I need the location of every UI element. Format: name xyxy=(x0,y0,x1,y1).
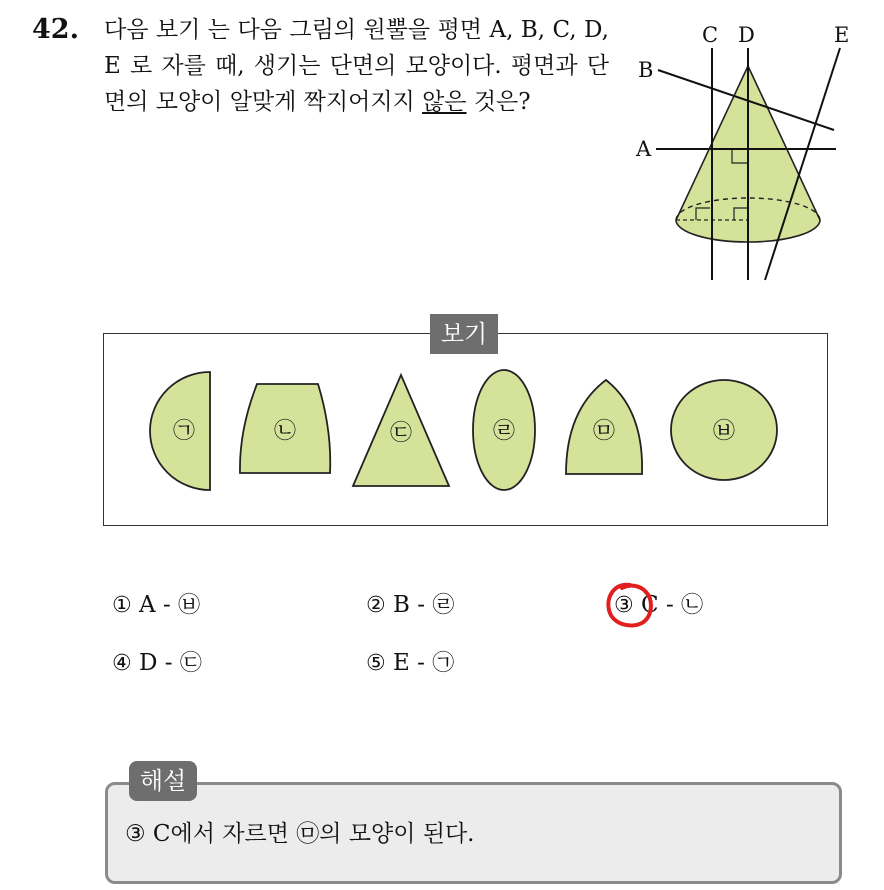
choice-4-mark: ㉢ xyxy=(179,651,202,676)
shape-mark-2: ㉡ xyxy=(273,419,297,444)
choice-4-sep: - xyxy=(157,650,180,676)
cone-figure xyxy=(628,18,868,283)
choice-3-number: ③ xyxy=(614,593,634,618)
choice-5-mark: ㉠ xyxy=(432,651,455,676)
bogi-shapes xyxy=(104,350,824,510)
choice-1-sep: - xyxy=(155,592,179,618)
question-text-part1: 다음 보기 는 다음 그림의 원뿔을 평면 A, B, C, D, E 로 자를 때, 생기는 단면의 모양이다. 평면과 단면의 모양이 알맞게 짝지어지지 xyxy=(104,17,609,115)
choice-2-number: ② xyxy=(366,593,386,618)
choice-2[interactable] xyxy=(366,590,454,621)
plane-label-c: C xyxy=(702,23,719,47)
solution-number: ③ xyxy=(125,821,146,847)
plane-label-e: E xyxy=(834,23,850,47)
shape-mark-1: ㉠ xyxy=(172,419,196,444)
solution-text xyxy=(125,818,475,850)
choice-5-sep: - xyxy=(409,650,433,676)
choice-1[interactable] xyxy=(112,590,200,621)
question-text-part2: 것은? xyxy=(466,89,531,115)
choice-4-number: ④ xyxy=(112,651,132,676)
question-number: 42. xyxy=(32,14,79,45)
choice-1-number: ① xyxy=(112,593,132,618)
choice-5[interactable] xyxy=(366,648,454,679)
shape-mark-3: ㉢ xyxy=(389,421,413,446)
choice-1-plane: A xyxy=(139,592,156,618)
shape-mark-4: ㉣ xyxy=(492,419,516,444)
choice-3-sep: - xyxy=(658,592,682,618)
choice-4[interactable] xyxy=(112,648,202,679)
choice-3-mark: ㉡ xyxy=(681,593,704,618)
choice-4-plane: D xyxy=(139,650,158,676)
shape-mark-6: ㉥ xyxy=(712,419,736,444)
solution-tag: 해설 xyxy=(129,761,197,801)
solution-text-before: C에서 자르면 xyxy=(145,821,297,847)
shape-mark-5: ㉤ xyxy=(592,419,616,444)
question-text xyxy=(104,12,609,120)
choice-2-mark: ㉣ xyxy=(432,593,455,618)
solution-text-after: 의 모양이 된다. xyxy=(319,821,475,847)
selected-answer-circle xyxy=(600,579,660,633)
plane-label-b: B xyxy=(638,58,654,82)
bogi-tag: 보기 xyxy=(430,314,498,354)
choice-1-mark: ㉥ xyxy=(178,593,201,618)
solution-mark: ㉤ xyxy=(296,821,320,847)
choice-2-plane: B xyxy=(393,592,410,618)
choice-5-plane: E xyxy=(393,650,410,676)
question-underlined-word: 않은 xyxy=(422,89,467,115)
plane-label-d: D xyxy=(738,23,755,47)
choice-3-plane: C xyxy=(641,592,659,618)
choice-5-number: ⑤ xyxy=(366,651,386,676)
choice-2-sep: - xyxy=(409,592,433,618)
plane-label-a: A xyxy=(636,137,652,161)
